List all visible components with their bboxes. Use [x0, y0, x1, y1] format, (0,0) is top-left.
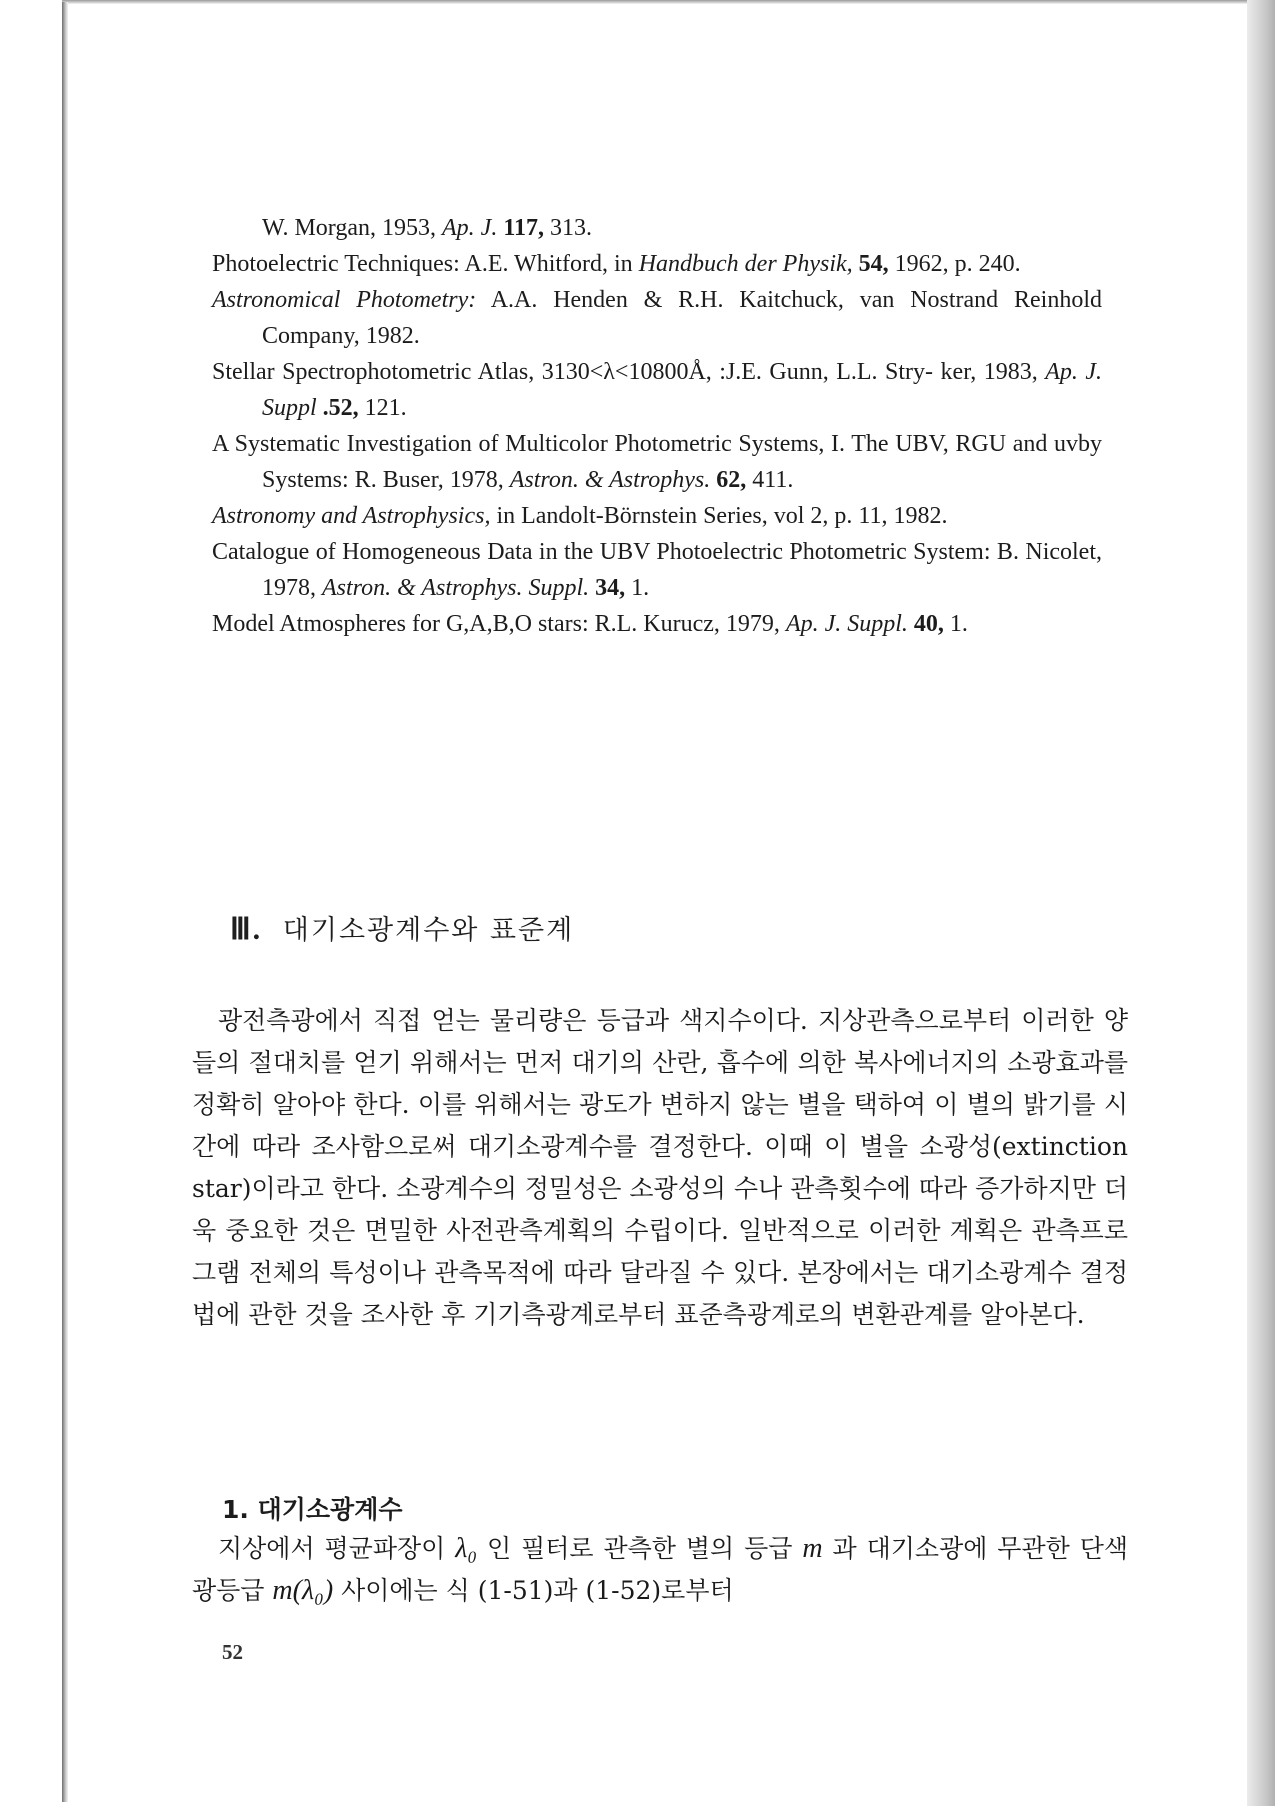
- reference-item: Astronomical Photometry: A.A. Henden & R.H. Kaitchuck, van Nostrand Reinhold Company, 1982.: [212, 287, 1103, 349]
- reference-item: Photoelectric Techniques: A.E. Whitford, in Handbuch der Physik, 54, 1962, p. 240.: [212, 251, 1021, 277]
- page-number: 52: [222, 1640, 243, 1664]
- m-lambda0-symbol: m(λ₀): [272, 1575, 334, 1606]
- reference-item: Model Atmospheres for G,A,B,O stars: R.L. Kurucz, 1979, Ap. J. Suppl. 40, 1.: [212, 611, 968, 637]
- reference-list: [212, 210, 1102, 642]
- reference-item: A Systematic Investigation of Multicolor Photometric Systems, I. The UBV, RGU and uvby Systems: R. Buser, 1978, Astron. & Astrophys. 62, 411.: [212, 431, 1103, 493]
- chapter-heading: [230, 908, 574, 947]
- page-right-shadow: [1247, 0, 1275, 1806]
- chapter-title: 대기소광계수와 표준계: [282, 915, 575, 946]
- body-paragraph: 광전측광에서 직접 얻는 물리량은 등급과 색지수이다. 지상관측으로부터 이러한 양들의 절대치를 얻기 위해서는 먼저 대기의 산란, 흡수에 의한 복사에너지의 소광효과를 정확히 알아야 한다. 이를 위해서는 광도가 변하지 않는 별을 택하여 이 별의 밝기를 시간에 따라 조사함으로써 대기소광계수를 결정한다. 이때 이 별을 소광성(extinction star)이라고 한다. 소광계수의 정밀성은 소광성의 수나 관측횟수에 따라 증가하지만 더욱 중요한 것은 면밀한 사전관측계획의 수립이다. 일반적으로 이러한 계획은 관측프로그램 전체의 특성이나 관측목적에 따라 달라질 수 있다. 본장에서는 대기소광계수 결정법에 관한 것을 조사한 후 기기측광계로부터 표준측광계로의 변환관계를 알아본다.: [192, 1006, 1128, 1329]
- reference-item: W. Morgan, 1953, Ap. J. 117, 313.: [262, 215, 592, 241]
- reference-item: Catalogue of Homogeneous Data in the UBV Photoelectric Photometric System: B. Nicolet, 1978, Astron. & Astrophys. Suppl. 34, 1.: [212, 539, 1102, 601]
- reference-item: Astronomy and Astrophysics, in Landolt-Börnstein Series, vol 2, p. 11, 1982.: [212, 503, 948, 529]
- section-paragraph: 지상에서 평균파장이 λ₀ 인 필터로 관측한 별의 등급 m 과 대기소광에 무관한 단색광등급 m(λ₀) 사이에는 식 (1-51)과 (1-52)로부터: [192, 1533, 1128, 1606]
- section-title: 1. 대기소광계수: [222, 1495, 403, 1524]
- m-symbol: m: [802, 1533, 823, 1564]
- lambda0-symbol: λ₀: [455, 1533, 478, 1564]
- chapter-numeral: Ⅲ.: [230, 913, 263, 946]
- reference-item: Stellar Spectrophotometric Atlas, 3130<λ<10800Å, :J.E. Gunn, L.L. Stry- ker, 1983, Ap. J. Suppl .52, 121.: [212, 359, 1103, 421]
